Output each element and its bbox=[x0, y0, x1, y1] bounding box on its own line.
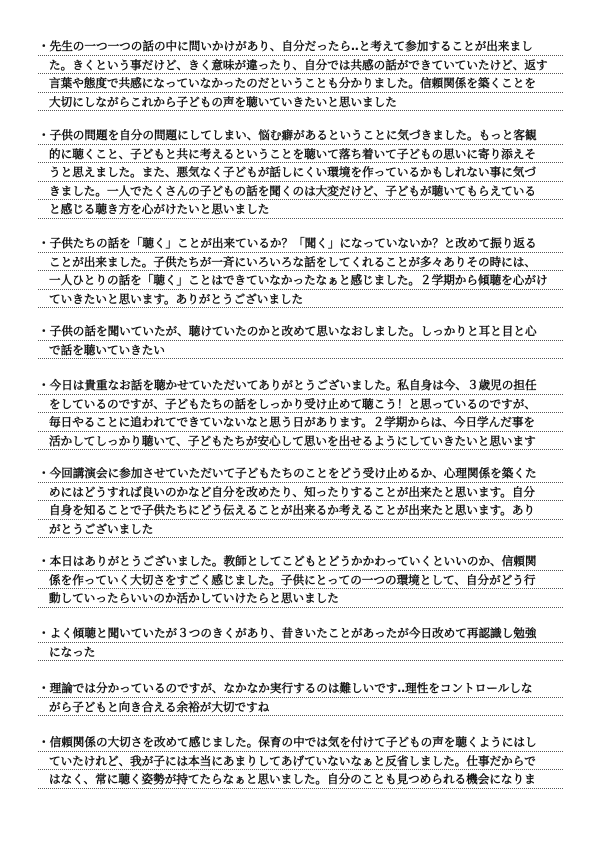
comment-line: めにはどうすれば良いのかなど自分を改めたり、知ったりすることが出来たと思います。自分 bbox=[38, 483, 563, 502]
comment-line: 活かしてしっかり聴いて、子どもたちが安心して思いを出せるようにしていきたいと思います bbox=[38, 432, 563, 451]
comment-item bbox=[38, 552, 563, 608]
comment-line: うと思えました。また、悪気なく子どもが話しにくい環境を作っているかもしれない事に気づ bbox=[38, 163, 563, 182]
comment-item bbox=[38, 733, 563, 789]
comment-item bbox=[38, 322, 563, 359]
comment-line: で話を聴いていきたい bbox=[38, 341, 563, 360]
comment-line: ・よく傾聴と聞いていたが３つのきくがあり、昔きいたことがあったが今日改めて再認識し勉強 bbox=[38, 624, 563, 643]
comment-line: きました。一人でたくさんの子どもの話を聞くのは大変だけど、子どもが聴いてもらえている bbox=[38, 182, 563, 201]
comment-line: 動していったらいいのか活かしていけたらと思いました bbox=[38, 589, 563, 608]
comment-line: 大切にしながらこれから子どもの声を聴いていきたいと思いました bbox=[38, 93, 563, 112]
comment-line: ・理論では分かっているのですが、なかなか実行するのは難しいです‥理性をコントロールしな bbox=[38, 679, 563, 698]
comment-line: ことが出来ました。子供たちが一斉にいろいろな話をしてくれることが多々ありその時には、 bbox=[38, 253, 563, 272]
comment-line: をしているのですが、子どもたちの話をしっかり受け止めて聴こう！と思っているのですが、 bbox=[38, 395, 563, 414]
comment-item bbox=[38, 624, 563, 661]
comment-line: 一人ひとりの話を「聴く」ことはできていなかったなぁと感じました。２学期から傾聴を心がけ bbox=[38, 271, 563, 290]
comment-item bbox=[38, 679, 563, 716]
comment-item bbox=[38, 234, 563, 308]
comment-line: と感じる聴き方を心がけたいと思いました bbox=[38, 200, 563, 219]
comment-line: 係を作っていく大切さをすごく感じました。子供にとっての一つの環境として、自分がどう行 bbox=[38, 571, 563, 590]
comment-line: 毎日やることに追われてできていないなと思う日があります。２学期からは、今日学んだ事を bbox=[38, 413, 563, 432]
comment-line: がとうございました bbox=[38, 520, 563, 539]
comment-line: 言葉や態度で共感になっていなかったのだということも分かりました。信頼関係を築くことを bbox=[38, 74, 563, 93]
comment-line: ・子供たちの話を「聴く」ことが出来ているか？「聞く」になっていないか？と改めて振り返る bbox=[38, 234, 563, 253]
comment-line: になった bbox=[38, 643, 563, 662]
comment-line: ・今日は貴重なお話を聴かせていただいてありがとうございました。私自身は今、３歳児の担任 bbox=[38, 376, 563, 395]
comment-line: ・今回講演会に参加させていただいて子どもたちのことをどう受け止めるか、心理関係を築くた bbox=[38, 464, 563, 483]
comment-line: た。きくという事だけど、きく意味が違ったり、自分では共感の話ができていていたけど、返す bbox=[38, 56, 563, 75]
comment-line: ・本日はありがとうございました。教師としてこどもとどうかかわっていくといいのか、信頼関 bbox=[38, 552, 563, 571]
comment-line: ていたけれど、我が子には本当にあまりしてあげていないなぁと反省しました。仕事だからで bbox=[38, 752, 563, 771]
comment-line: ・信頼関係の大切さを改めて感じました。保育の中では気を付けて子どもの声を聴くようにはし bbox=[38, 733, 563, 752]
comment-item bbox=[38, 376, 563, 450]
comment-line: 自身を知ることで子供たちにどう伝えることが出来るか考えることが出来たと思います。あり bbox=[38, 501, 563, 520]
comment-line: ・子供の問題を自分の問題にしてしまい、悩む癖があるということに気づきました。もっと客観 bbox=[38, 126, 563, 145]
comment-item bbox=[38, 464, 563, 538]
comment-item bbox=[38, 126, 563, 219]
comment-line: ・先生の一つ一つの話の中に問いかけがあり、自分だったら‥と考えて参加することが出来まし bbox=[38, 37, 563, 56]
comment-line: はなく、常に聴く姿勢が持てたらなぁと思いました。自分のことも見つめられる機会になりま bbox=[38, 770, 563, 789]
comment-line: 的に聴くこと、子どもと共に考えるということを聴いて落ち着いて子どもの思いに寄り添えそ bbox=[38, 145, 563, 164]
comment-line: ていきたいと思います。ありがとうございました bbox=[38, 290, 563, 309]
comment-line: がら子どもと向き合える余裕が大切ですね bbox=[38, 698, 563, 717]
comment-item bbox=[38, 37, 563, 111]
comment-line: ・子供の話を聞いていたが、聴けていたのかと改めて思いなおしました。しっかりと耳と目と心 bbox=[38, 322, 563, 341]
